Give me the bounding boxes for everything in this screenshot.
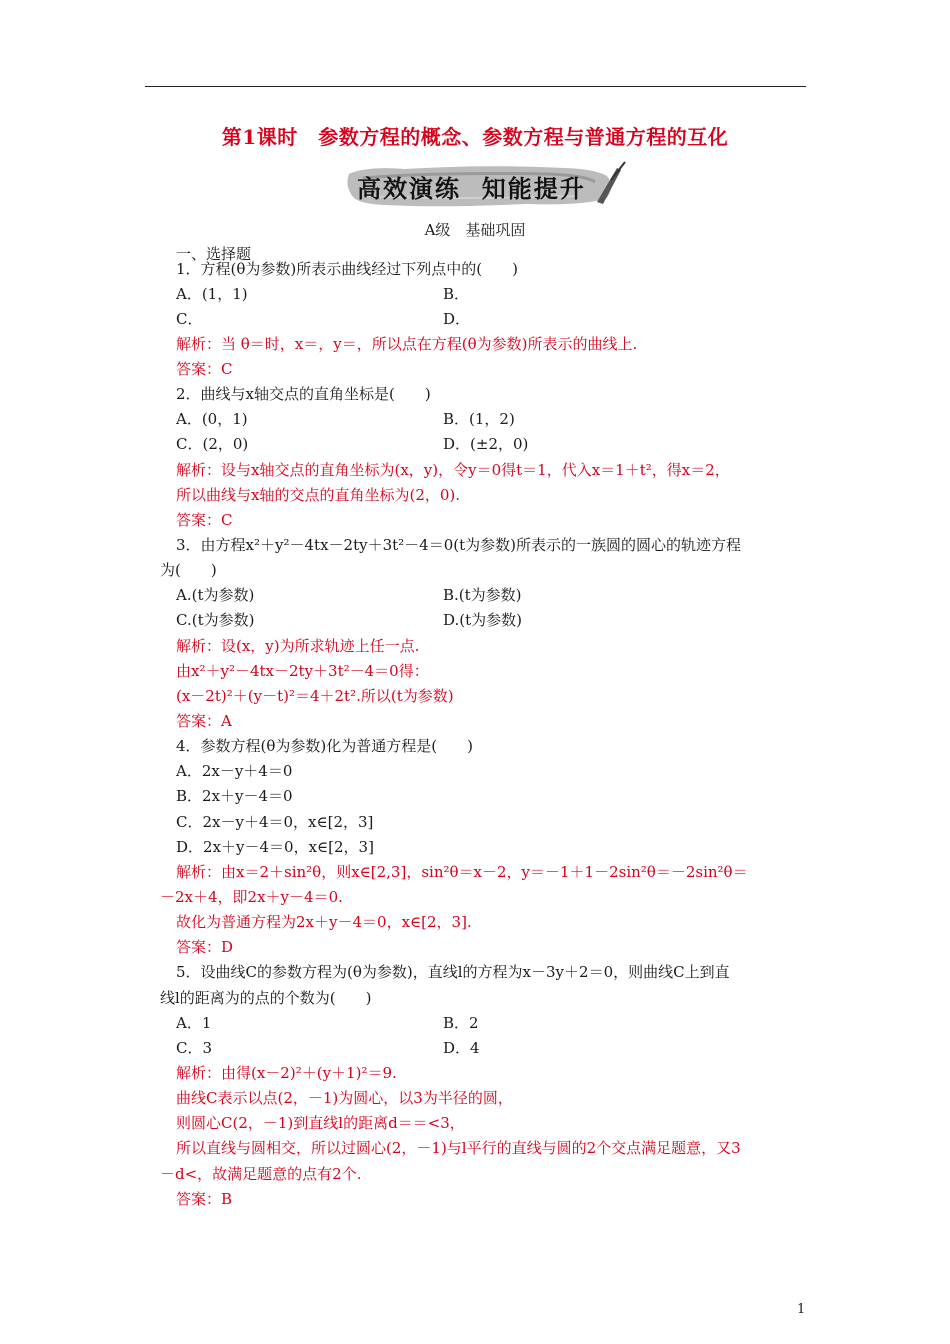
answer-line: 解析：设(x，y)为所求轨迹上任一点. [176,637,420,655]
question-line: B．2x＋y－4＝0 [176,787,293,805]
question-line: 3．由方程x²＋y²－4tx－2ty＋3t²－4＝0(t为参数)所表示的一族圆的圆心的轨迹方程 [176,536,741,554]
answer-line: －2x＋4，即2x＋y－4＝0. [160,888,343,906]
answer-line: －d<，故满足题意的点有2个. [160,1165,362,1183]
answer-line: 解析：当 θ＝时，x＝，y＝，所以点在方程(θ为参数)所表示的曲线上. [176,335,638,353]
answer-line: (x－2t)²＋(y－t)²＝4＋2t².所以(t为参数) [176,687,454,705]
banner [345,160,630,212]
answer-line: 答案：C [176,360,233,378]
answer-line: 答案：B [176,1190,233,1208]
question-line: C． [176,310,203,328]
header-rule [145,86,806,87]
question-line: 4．参数方程(θ为参数)化为普通方程是( ) [176,737,473,755]
question-line: A．2x－y＋4＝0 [176,762,293,780]
answer-line: 解析：由x＝2＋sin²θ，则x∈[2,3]，sin²θ＝x－2，y＝－1＋1－2sin²θ＝－2sin²θ＝ [176,863,748,881]
section-heading: 一、选择题 [176,245,252,263]
question-line: B．(1，2) [443,410,515,428]
question-line: D．4 [443,1039,480,1057]
question-line: A．(1，1) [176,285,248,303]
answer-line: 解析：设与x轴交点的直角坐标为(x，y)，令y＝0得t＝1，代入x＝1＋t²，得x＝2， [176,461,730,479]
question-line: C．2x－y＋4＝0，x∈[2，3] [176,813,374,831]
question-line: D．2x＋y－4＝0，x∈[2，3] [176,838,374,856]
answer-line: 解析：由得(x－2)²＋(y＋1)²＝9. [176,1064,397,1082]
question-line: A．1 [176,1014,212,1032]
question-line: C.(t为参数) [176,611,255,629]
question-line: 线l的距离为的点的个数为( ) [160,989,372,1007]
question-line: B.(t为参数) [443,586,522,604]
question-line: B． [443,285,470,303]
question-line: A.(t为参数) [176,586,255,604]
answer-line: 所以直线与圆相交，所以过圆心(2，－1)与l平行的直线与圆的2个交点满足题意，又3 [176,1139,741,1157]
question-line: B．2 [443,1014,479,1032]
question-line: D.(t为参数) [443,611,522,629]
lesson-title: 第1课时 参数方程的概念、参数方程与普通方程的互化 [221,125,729,149]
question-line: D． [443,310,471,328]
answer-line: 所以曲线与x轴的交点的直角坐标为(2，0). [176,486,461,504]
answer-line: 答案：A [176,712,232,730]
question-line: C．3 [176,1039,213,1057]
answer-line: 答案：C [176,511,233,529]
answer-line: 答案：D [176,938,234,956]
question-line: D．(±2，0) [443,435,529,453]
answer-line: 由x²＋y²－4tx－2ty＋3t²－4＝0得： [176,662,429,680]
question-line: 1．方程(θ为参数)所表示曲线经过下列点中的( ) [176,260,518,278]
answer-line: 故化为普通方程为2x＋y－4＝0，x∈[2，3]. [176,913,472,931]
question-line: 5．设曲线C的参数方程为(θ为参数)，直线l的方程为x－3y＋2＝0，则曲线C上到直 [176,963,730,981]
answer-line: 则圆心C(2，－1)到直线l的距离d＝＝<3， [176,1114,465,1132]
question-line: A．(0，1) [176,410,248,428]
question-line: C．(2，0) [176,435,249,453]
question-line: 为( ) [160,561,217,579]
page-number: 1 [797,1302,806,1317]
banner-title: 高效演练 知能提升 [357,175,586,203]
level-heading: A级 基础巩固 [424,221,526,239]
answer-line: 曲线C表示以点(2，－1)为圆心，以3为半径的圆， [176,1089,513,1107]
question-line: 2．曲线与x轴交点的直角坐标是( ) [176,385,431,403]
